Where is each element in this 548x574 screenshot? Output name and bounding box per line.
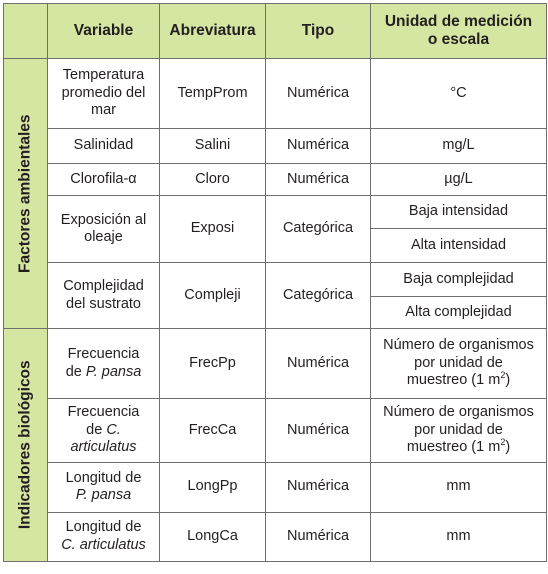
cell-type: Numérica xyxy=(266,512,371,561)
cell-variable: Salinidad xyxy=(48,129,160,164)
cell-unit: mg/L xyxy=(371,129,547,164)
header-corner xyxy=(4,4,48,59)
cell-abbreviation: Exposi xyxy=(160,196,266,263)
species-name: C. articulatus xyxy=(61,536,146,553)
unit-text: Número de organismos por unidad de muestreo (1 m xyxy=(383,337,534,389)
cell-abbreviation: FrecCa xyxy=(160,399,266,462)
cell-abbreviation: LongCa xyxy=(160,512,266,561)
cell-variable: Exposición al oleaje xyxy=(48,196,160,263)
cell-abbreviation: Cloro xyxy=(160,164,266,196)
table-row xyxy=(4,59,547,129)
unit-text: Número de organismos por unidad de muestreo (1 m xyxy=(383,404,534,456)
cell-abbreviation: Salini xyxy=(160,129,266,164)
variable-prefix: Frecuencia de xyxy=(67,404,140,438)
variables-table xyxy=(3,3,547,562)
group-biological-label: Indicadores biológicos xyxy=(16,360,34,530)
table-row xyxy=(4,512,547,561)
variable-prefix: Longitud de xyxy=(65,469,142,486)
cell-abbreviation: TempProm xyxy=(160,59,266,129)
unit-close: ) xyxy=(505,372,511,389)
cell-type: Numérica xyxy=(266,129,371,164)
cell-unit: µg/L xyxy=(371,164,547,196)
cell-abbreviation: LongPp xyxy=(160,462,266,512)
unit-superscript: 2 xyxy=(500,437,506,448)
table-row xyxy=(4,129,547,164)
header-abbreviation: Abreviatura xyxy=(160,4,266,59)
cell-type: Numérica xyxy=(266,399,371,462)
cell-unit: mm xyxy=(371,512,547,561)
cell-variable xyxy=(48,399,160,462)
cell-variable: Temperatura promedio del mar xyxy=(48,59,160,129)
species-name: C. articulatus xyxy=(70,421,137,456)
species-name: P. pansa xyxy=(75,487,132,504)
cell-unit-level: Baja intensidad xyxy=(371,196,547,229)
cell-unit-level: Alta intensidad xyxy=(371,229,547,263)
header-unit: Unidad de medición o escala xyxy=(371,4,547,59)
table-row xyxy=(4,399,547,462)
group-biological xyxy=(4,329,48,562)
cell-abbreviation: Compleji xyxy=(160,263,266,329)
cell-abbreviation: FrecPp xyxy=(160,329,266,399)
cell-unit: mm xyxy=(371,462,547,512)
table-row xyxy=(4,196,547,229)
group-environmental xyxy=(4,59,48,329)
cell-variable: Clorofila-α xyxy=(48,164,160,196)
cell-unit xyxy=(371,399,547,462)
cell-unit xyxy=(371,329,547,399)
species-name: P. pansa xyxy=(85,363,142,380)
cell-type: Categórica xyxy=(266,263,371,329)
cell-variable xyxy=(48,512,160,561)
cell-type: Numérica xyxy=(266,329,371,399)
cell-type: Numérica xyxy=(266,462,371,512)
cell-type: Categórica xyxy=(266,196,371,263)
cell-variable xyxy=(48,462,160,512)
header-row xyxy=(4,4,547,59)
cell-unit-level: Baja complejidad xyxy=(371,263,547,297)
table-row xyxy=(4,263,547,297)
cell-variable: Complejidad del sustrato xyxy=(48,263,160,329)
cell-unit: °C xyxy=(371,59,547,129)
table-row xyxy=(4,329,547,399)
table-row xyxy=(4,462,547,512)
cell-unit-level: Alta complejidad xyxy=(371,297,547,329)
cell-variable xyxy=(48,329,160,399)
header-variable: Variable xyxy=(48,4,160,59)
table-row xyxy=(4,164,547,196)
unit-close: ) xyxy=(505,439,511,456)
cell-type: Numérica xyxy=(266,59,371,129)
variable-prefix: Longitud de xyxy=(65,519,142,536)
unit-superscript: 2 xyxy=(500,370,506,381)
variable-prefix: Frecuencia de xyxy=(65,346,140,380)
cell-type: Numérica xyxy=(266,164,371,196)
header-type: Tipo xyxy=(266,4,371,59)
group-environmental-label: Factores ambientales xyxy=(16,114,34,273)
